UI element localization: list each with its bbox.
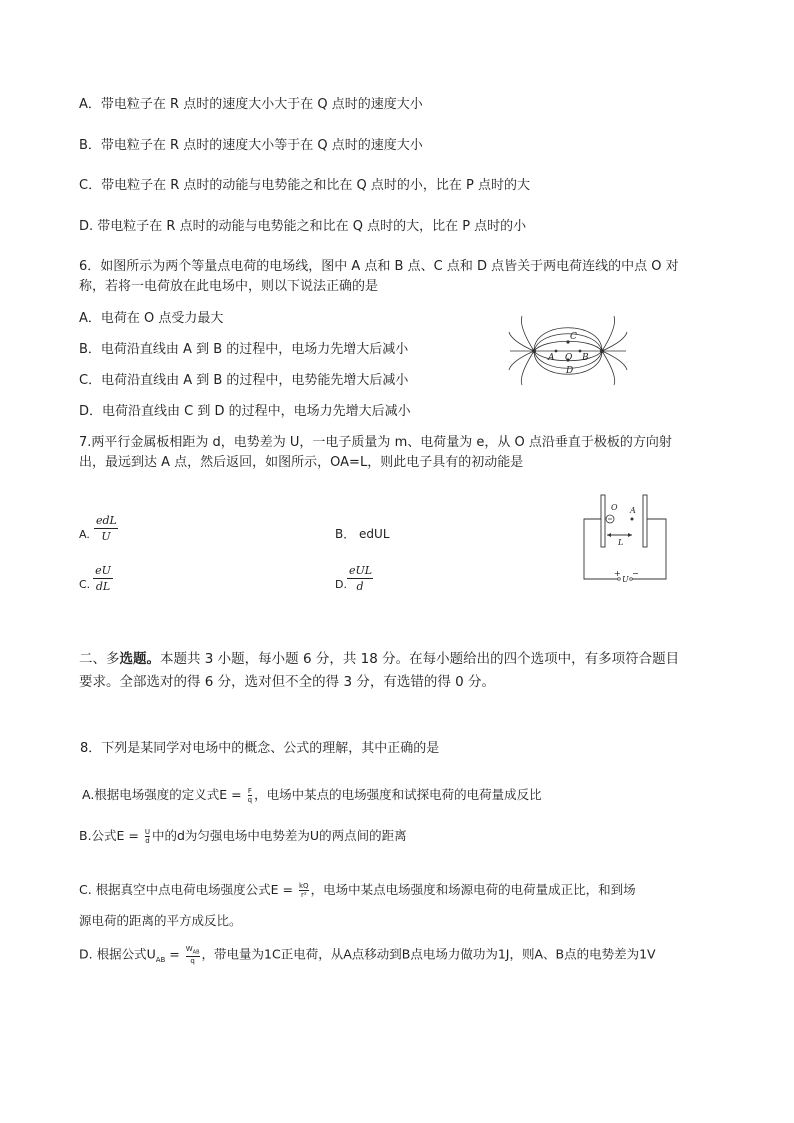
q7-label-l: L <box>618 538 624 547</box>
q8-option-a-fraction <box>248 787 252 804</box>
section2-title-bold: 选题。 <box>119 651 160 667</box>
q8-option-c-fraction <box>299 882 309 899</box>
q7-option-a-label: A. <box>79 528 90 541</box>
q8-stem: 8．下列是某同学对电场中的概念、公式的理解，其中正确的是 <box>80 741 440 756</box>
q6-label-d: D <box>566 366 574 376</box>
q8-option-c-post: ，电场中某点电场强度和场源电荷的电荷量成正比，和到场 <box>310 882 636 897</box>
q7-label-o: O <box>611 503 618 512</box>
q7-option-c-label: C. <box>79 578 91 591</box>
q8-option-b-numerator: U <box>144 828 150 836</box>
q8-option-b-fraction <box>145 828 150 845</box>
q7-option-c-fraction <box>93 564 113 593</box>
q7-label-a: A <box>630 506 636 515</box>
q8-option-d-equals: = <box>165 946 184 962</box>
q7-label-minus: − <box>632 569 639 578</box>
q6-label-c: C <box>570 332 577 342</box>
q6-label-o: O <box>565 353 573 363</box>
q8-option-c-numerator: kQ <box>299 882 309 890</box>
q7-option-d-label: D. <box>335 578 347 591</box>
q8-option-a-numerator: F <box>247 787 252 795</box>
q8-option-d-subscript: AB <box>155 956 166 965</box>
section2-instructions: 本题共 3 小题，每小题 6 分，共 18 分。在每小题给出的四个选项中，有多项符合题目 <box>160 651 680 667</box>
q8-option-d-fraction <box>186 945 200 965</box>
q8-option-c-denominator: r² <box>300 891 307 899</box>
q8-option-c-line2: 源电荷的距离的平方成反比。 <box>79 913 242 928</box>
q5-option-b: B．带电粒子在 R 点时的速度大小等于在 Q 点时的速度大小 <box>79 138 423 153</box>
q8-option-a <box>82 786 542 804</box>
q8-option-d-numerator <box>185 945 200 956</box>
q7-label-plus: + <box>614 569 621 578</box>
q7-option-c-denominator: dL <box>95 580 111 593</box>
q6-option-d: D．电荷沿直线由 C 到 D 的过程中，电场力先增大后减小 <box>79 404 411 419</box>
section2-header-line2: 要求。全部选对的得 6 分，选对但不全的得 3 分，有选错的得 0 分。 <box>79 674 496 690</box>
q7-option-c-bar <box>93 578 113 579</box>
q8-option-d-denominator: q <box>190 957 195 966</box>
q6-label-b: B <box>582 353 589 363</box>
q7-option-a-fraction <box>94 514 118 543</box>
q7-option-a-numerator: edL <box>96 514 117 527</box>
q8-option-d-numerator-w: W <box>185 945 193 953</box>
q7-label-u: U <box>622 575 629 584</box>
q8-option-a-denominator: q <box>247 796 253 804</box>
q7-parallel-plate-figure <box>580 491 672 585</box>
q8-option-c <box>79 881 636 899</box>
q8-option-d <box>79 945 656 969</box>
q6-option-a: A．电荷在 O 点受力最大 <box>79 311 224 326</box>
q8-option-a-pre: A.根据电场强度的定义式E = <box>82 787 246 802</box>
q8-option-c-pre: C. 根据真空中点电荷电场强度公式E = <box>79 882 297 897</box>
q7-stem-line2: 出，最远到达 A 点，然后返回，如图所示，OA=L，则此电子具有的初动能是 <box>79 455 524 470</box>
q8-option-b-pre: B.公式E = <box>79 828 143 843</box>
q7-option-b: B． edUL <box>335 527 390 541</box>
q8-option-b <box>79 827 407 845</box>
q6-option-c: C．电荷沿直线由 A 到 B 的过程中，电势能先增大后减小 <box>79 373 409 388</box>
q8-option-d-numerator-sub: AB <box>192 949 200 956</box>
q6-stem-line1: 6．如图所示为两个等量点电荷的电场线，图中 A 点和 B 点、C 点和 D 点皆关于两电荷连线的中点 O 对 <box>79 259 679 274</box>
q5-option-c: C．带电粒子在 R 点时的动能与电势能之和比在 Q 点时的小，比在 P 点时的大 <box>79 178 530 193</box>
q8-option-b-denominator: d <box>145 837 150 845</box>
section2-title-prefix: 二、多 <box>79 651 120 667</box>
q6-stem-line2: 称，若将一电荷放在此电场中，则以下说法正确的是 <box>79 279 379 294</box>
q6-field-line-figure <box>508 314 628 386</box>
q7-option-c-numerator: eU <box>95 564 111 577</box>
q7-option-d-denominator: d <box>356 580 364 593</box>
q8-option-d-post: ，带电量为1C正电荷，从A点移动到B点电场力做功为1J，则A、B点的电势差为1V <box>201 946 656 962</box>
q7-option-d-fraction <box>347 564 373 593</box>
q7-option-a-bar <box>94 528 118 529</box>
q5-option-a: A．带电粒子在 R 点时的速度大小大于在 Q 点时的速度大小 <box>79 97 423 112</box>
q8-option-a-post: ，电场中某点的电场强度和试探电荷的电荷量成反比 <box>254 787 542 802</box>
q8-option-b-post: 中的d为匀强电场中电势差为U的两点间的距离 <box>152 828 407 843</box>
q7-option-d-bar <box>347 578 373 579</box>
q7-stem-line1: 7.两平行金属板相距为 d，电势差为 U，一电子质量为 m、电荷量为 e，从 O 点沿垂直于极板的方向射 <box>79 435 672 450</box>
q6-option-b: B．电荷沿直线由 A 到 B 的过程中，电场力先增大后减小 <box>79 342 409 357</box>
q7-option-d-numerator: eUL <box>349 564 373 577</box>
q7-option-a-denominator: U <box>101 530 111 543</box>
q5-option-d: D. 带电粒子在 R 点时的动能与电势能之和比在 Q 点时的大，比在 P 点时的小 <box>79 219 527 234</box>
section2-header-line1 <box>79 650 679 668</box>
q6-label-a: A <box>548 353 555 363</box>
q8-option-d-pre: D. 根据公式U <box>79 946 156 962</box>
